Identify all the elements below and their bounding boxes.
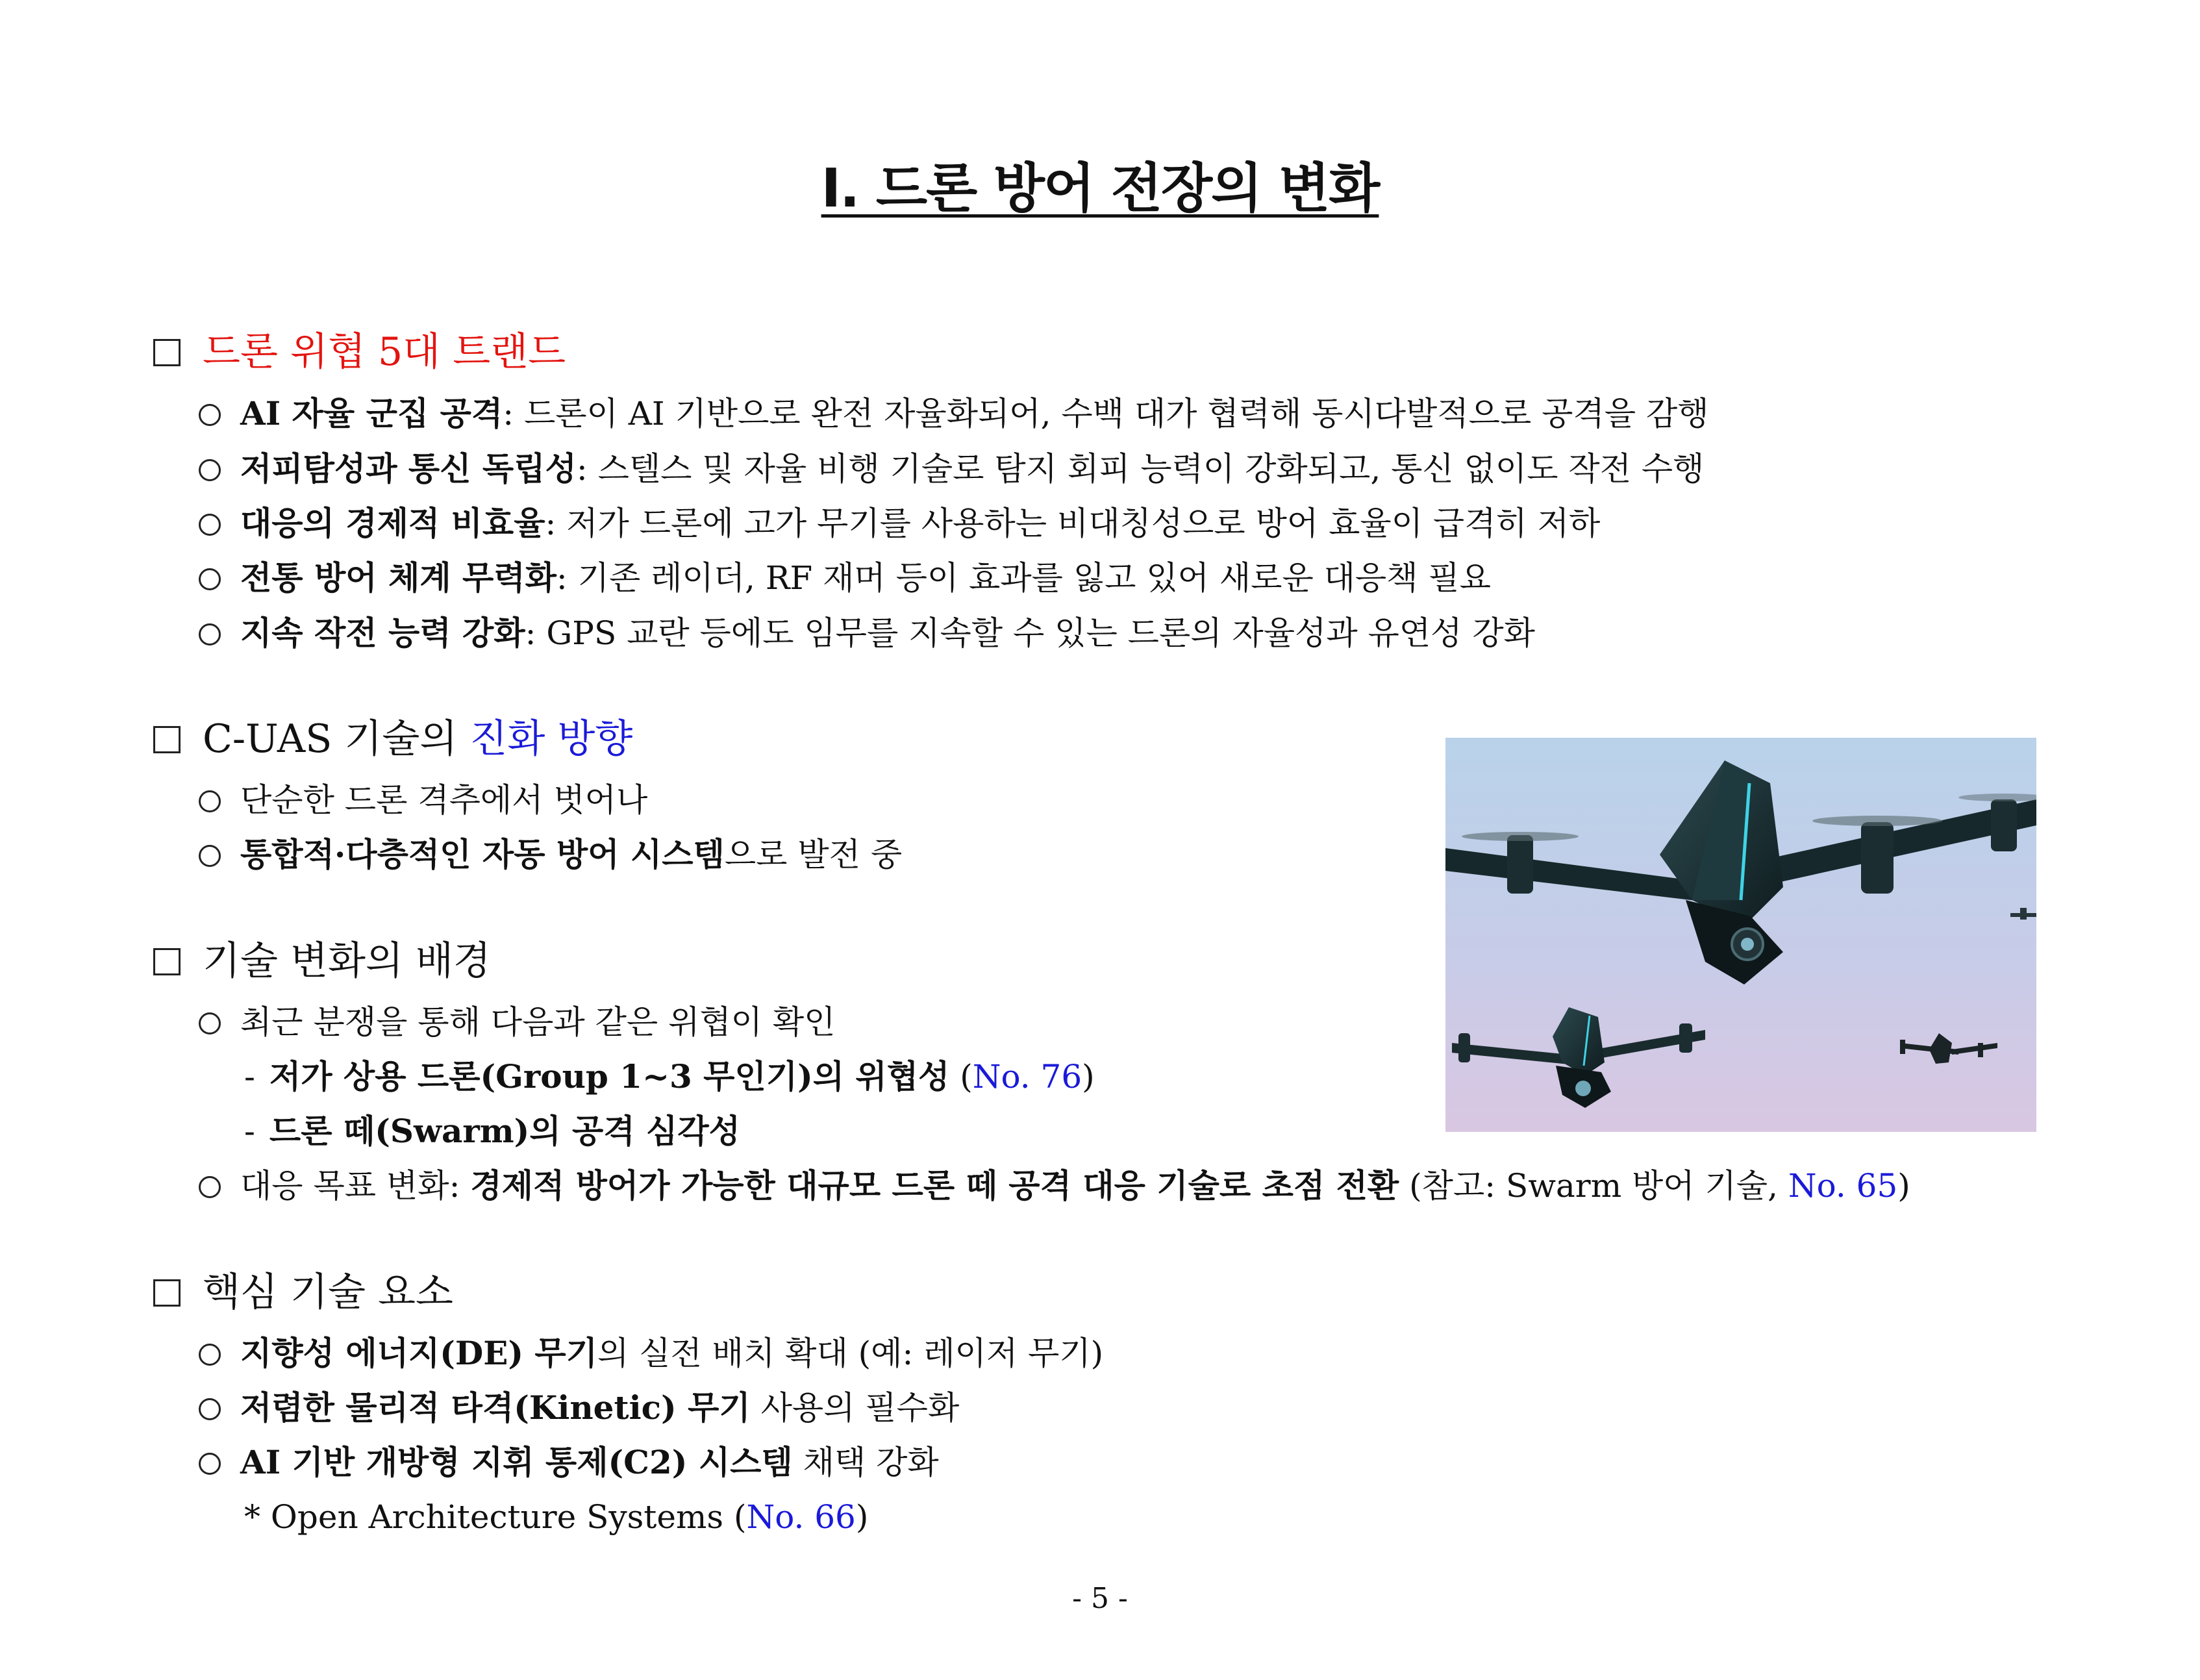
section-heading-core-tech: 핵심 기술 요소 [153, 1273, 453, 1312]
section-heading-drone-threat-trends: 드론 위협 5대 트랜드 [153, 332, 566, 371]
section-heading-background: 기술 변화의 배경 [153, 942, 491, 981]
circle-bullet-icon [199, 1344, 221, 1366]
checkbox-square-icon [153, 1279, 181, 1307]
list-item: 저피탐성과 통신 독립성: 스텔스 및 자율 비행 기술로 탐지 회피 능력이 강화되고, 통신 없이도 작전 수행 [199, 453, 1704, 485]
list-item: AI 기반 개방형 지휘 통제(C2) 시스템 채택 강화 [199, 1446, 939, 1479]
circle-bullet-icon [199, 845, 221, 867]
reference-link: No. 76 [972, 1058, 1082, 1096]
list-item: 전통 방어 체계 무력화: 기존 레이더, RF 재머 등이 효과를 잃고 있어 새로운 대응책 필요 [199, 562, 1491, 594]
note: * Open Architecture Systems (No. 66) [244, 1498, 869, 1536]
checkbox-square-icon [153, 339, 181, 366]
drone-swarm-image [1445, 738, 2036, 1132]
section-heading-cuas-evolution: C-UAS 기술의 진화 방향 [153, 720, 632, 759]
circle-bullet-icon [199, 1398, 221, 1420]
drone-swarm-photo-icon [1445, 738, 2036, 1132]
list-item: 저렴한 물리적 타격(Kinetic) 무기 사용의 필수화 [199, 1392, 959, 1424]
list-item: 지향성 에너지(DE) 무기의 실전 배치 확대 (예: 레이저 무기) [199, 1337, 1103, 1370]
page-number: - 5 - [1072, 1582, 1128, 1615]
reference-link: No. 65 [1788, 1167, 1898, 1205]
list-item: 최근 분쟁을 통해 다음과 같은 위협이 확인 [199, 1006, 835, 1038]
circle-bullet-icon [199, 790, 221, 812]
list-item: AI 자율 군집 공격: 드론이 AI 기반으로 완전 자율화되어, 수백 대가 협력해 동시다발적으로 공격을 감행 [199, 397, 1709, 430]
reference-link: No. 66 [746, 1498, 856, 1536]
list-item: 대응의 경제적 비효율: 저가 드론에 고가 무기를 사용하는 비대칭성으로 방어 효율이 급격히 저하 [199, 507, 1600, 540]
checkbox-square-icon [153, 726, 181, 753]
checkbox-square-icon [153, 948, 181, 975]
list-item: 통합적·다층적인 자동 방어 시스템으로 발전 중 [199, 838, 902, 871]
circle-bullet-icon [199, 623, 221, 646]
circle-bullet-icon [199, 404, 221, 426]
circle-bullet-icon [199, 1012, 221, 1034]
circle-bullet-icon [199, 1176, 221, 1198]
sub-list-item: - 드론 떼(Swarm)의 공격 심각성 [244, 1112, 740, 1150]
list-item: 지속 작전 능력 강화: GPS 교란 등에도 임무를 지속할 수 있는 드론의 자율성과 유연성 강화 [199, 617, 1535, 649]
list-item: 대응 목표 변화: 경제적 방어가 가능한 대규모 드론 떼 공격 대응 기술로 초점 전환 (참고: Swarm 방어 기술, No. 65) [199, 1170, 1910, 1202]
circle-bullet-icon [199, 459, 221, 481]
sub-list-item: - 저가 상용 드론(Group 1~3 무인기)의 위협성 (No. 76) [244, 1057, 1095, 1096]
page-title: I. 드론 방어 전장의 변화 [821, 158, 1379, 219]
list-item: 단순한 드론 격추에서 벗어나 [199, 784, 647, 816]
circle-bullet-icon [199, 514, 221, 536]
circle-bullet-icon [199, 1453, 221, 1475]
circle-bullet-icon [199, 568, 221, 590]
